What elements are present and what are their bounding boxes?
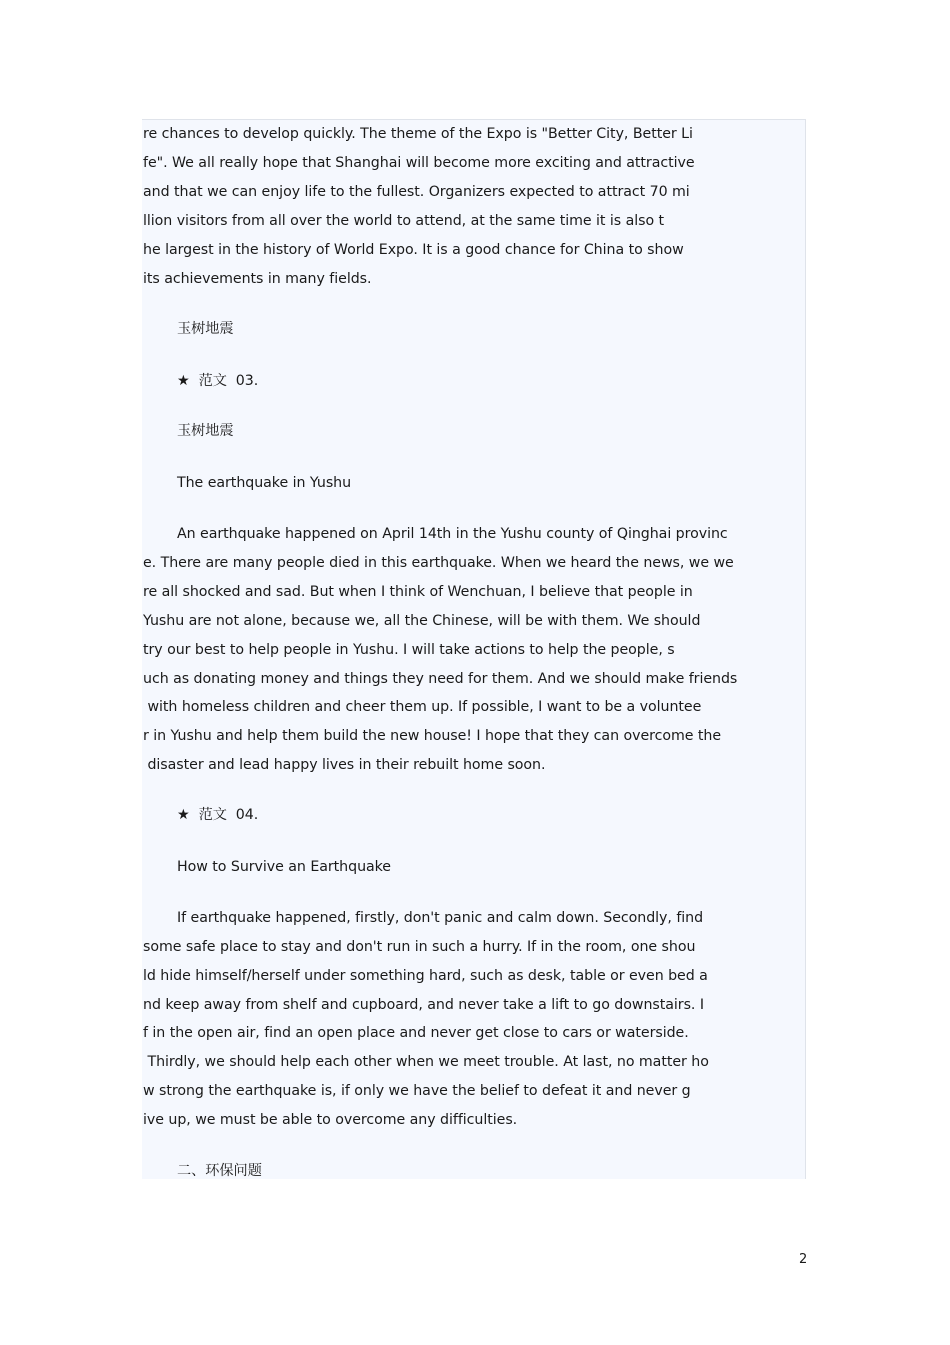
essay-chinese-title: 玉树地震 [177,423,234,439]
paragraph-line: fe". We all really hope that Shanghai will become more exciting and attractive [143,155,695,171]
paragraph-line: llion visitors from all over the world to attend, at the same time it is also t [143,213,665,229]
paragraph-line: re all shocked and sad. But when I think of Wenchuan, I believe that people in [143,584,693,600]
paragraph-line: r in Yushu and help them build the new house! I hope that they can overcome the [143,728,722,744]
page-number: 2 [799,1252,808,1267]
paragraph-line: An earthquake happened on April 14th in the Yushu county of Qinghai provinc [177,526,728,542]
document-content-box [142,119,806,1179]
section-heading: 玉树地震 [177,321,234,337]
essay-label: ★ 范文 03. [177,373,259,389]
paragraph-line: re chances to develop quickly. The theme of the Expo is "Better City, Better Li [143,126,693,142]
essay-english-title: How to Survive an Earthquake [177,859,391,875]
paragraph-line: ld hide himself/herself under something hard, such as desk, table or even bed a [143,968,708,984]
paragraph-line: e. There are many people died in this earthquake. When we heard the news, we we [143,555,734,571]
paragraph-line: uch as donating money and things they need for them. And we should make friends [143,671,738,687]
paragraph-line: with homeless children and cheer them up. If possible, I want to be a voluntee [143,699,702,715]
paragraph-line: and that we can enjoy life to the fullest. Organizers expected to attract 70 mi [143,184,690,200]
essay-label: ★ 范文 04. [177,807,259,823]
paragraph-line: try our best to help people in Yushu. I will take actions to help the people, s [143,642,675,658]
paragraph-line: nd keep away from shelf and cupboard, and never take a lift to go downstairs. I [143,997,704,1013]
paragraph-line: he largest in the history of World Expo. It is a good chance for China to show [143,242,684,258]
essay-english-title: The earthquake in Yushu [177,475,352,491]
paragraph-line: ive up, we must be able to overcome any difficulties. [143,1112,518,1128]
paragraph-line: disaster and lead happy lives in their rebuilt home soon. [143,757,546,773]
section-heading: 二、环保问题 [177,1163,262,1179]
paragraph-line: f in the open air, find an open place and never get close to cars or waterside. [143,1025,689,1041]
paragraph-line: w strong the earthquake is, if only we have the belief to defeat it and never g [143,1083,691,1099]
paragraph-line: some safe place to stay and don't run in such a hurry. If in the room, one shou [143,939,696,955]
paragraph-line: If earthquake happened, firstly, don't panic and calm down. Secondly, find [177,910,704,926]
paragraph-line: its achievements in many fields. [143,271,372,287]
paragraph-line: Yushu are not alone, because we, all the Chinese, will be with them. We should [143,613,701,629]
paragraph-line: Thirdly, we should help each other when we meet trouble. At last, no matter ho [143,1054,709,1070]
